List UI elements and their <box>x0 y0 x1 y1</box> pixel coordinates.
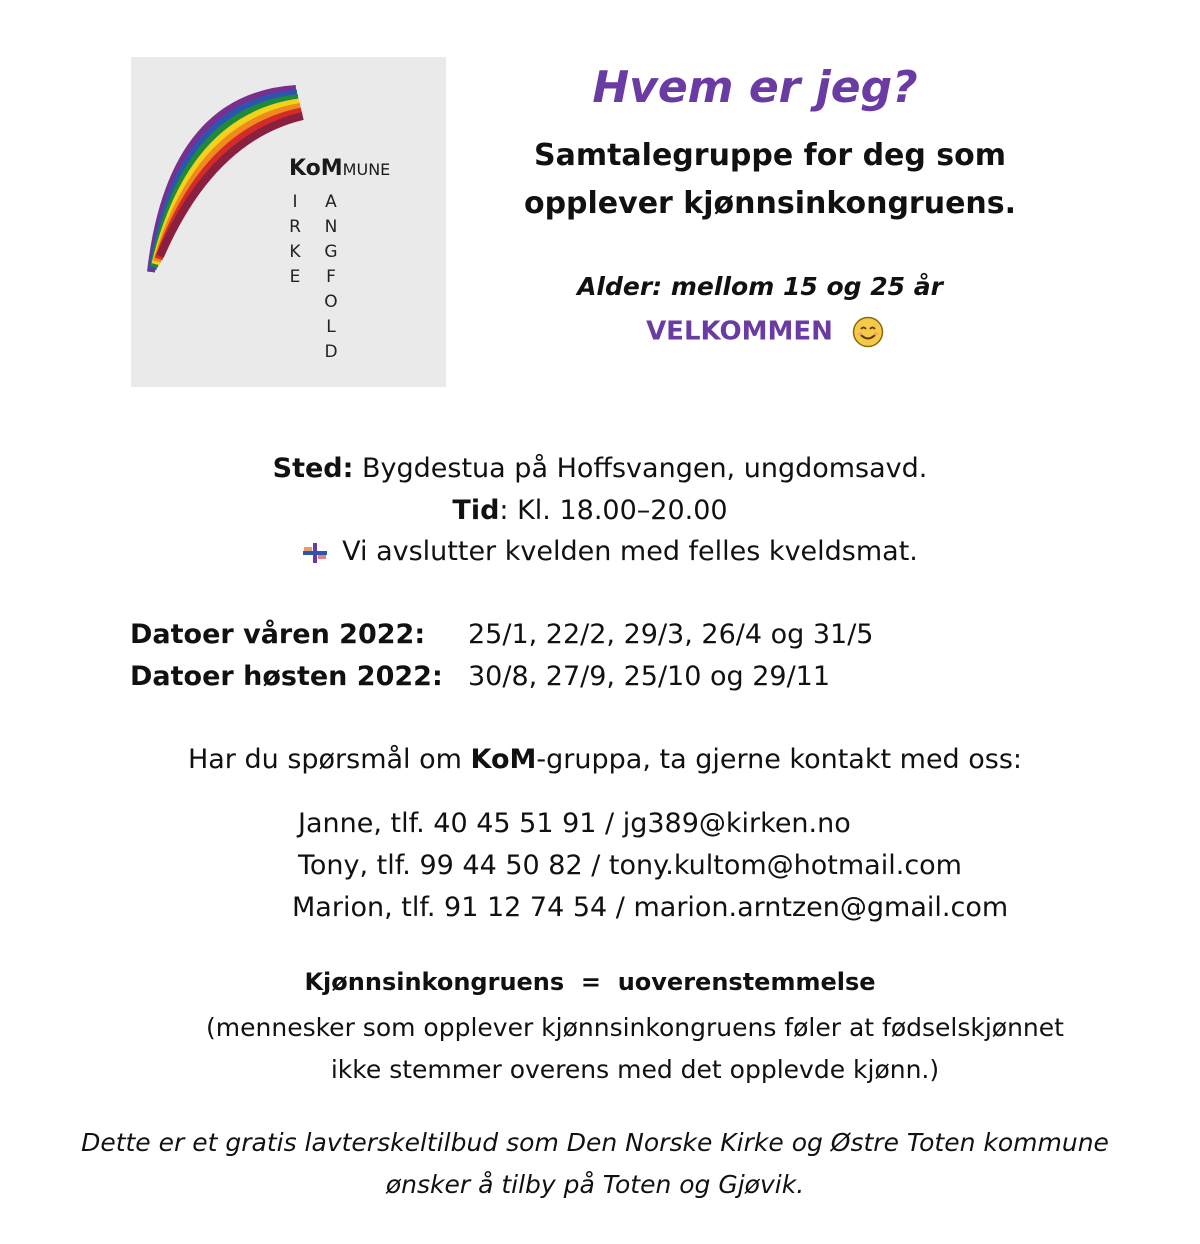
subtitle-line-1: Samtalegruppe for deg som <box>533 138 1007 173</box>
contact-tony: Tony, tlf. 99 44 50 82 / tony.kultom@hotmail.com <box>298 850 962 881</box>
autumn-dates-label: Datoer høsten 2022: <box>130 661 443 692</box>
welcome-text: VELKOMMEN <box>530 316 1000 348</box>
contact-janne: Janne, tlf. 40 45 51 91 / jg389@kirken.no <box>298 808 851 839</box>
contact-question: Har du spørsmål om KoM-gruppa, ta gjerne kontakt med oss: <box>187 744 1023 775</box>
smiley-icon <box>852 316 884 348</box>
spring-dates-values: 25/1, 22/2, 29/3, 26/4 og 31/5 <box>468 619 874 650</box>
kom-logo <box>131 57 446 387</box>
location-label: Sted: <box>272 453 354 484</box>
logo-letter: I <box>292 192 298 212</box>
spring-dates-label: Datoer våren 2022: <box>130 619 426 650</box>
logo-title: KoMMUNE <box>289 156 391 181</box>
logo-letter: R <box>289 217 301 237</box>
logo-kirke-letters <box>285 190 305 290</box>
definition-heading: Kjønnsinkongruens = uoverenstemmelse <box>304 968 876 996</box>
time-line <box>0 490 1180 532</box>
contact-marion: Marion, tlf. 91 12 74 54 / marion.arntzen@gmail.com <box>292 892 1009 923</box>
autumn-dates-row <box>0 656 1200 698</box>
location-value: Bygdestua på Hoffsvangen, ungdomsavd. <box>362 453 928 484</box>
subtitle-line-2: opplever kjønnsinkongruens. <box>523 186 1017 221</box>
meal-line <box>0 531 1200 573</box>
autumn-dates-values: 30/8, 27/9, 25/10 og 29/11 <box>468 661 831 692</box>
footer-line-1: Dette er et gratis lavterskeltilbud som Den Norske Kirke og Østre Toten kommune <box>81 1128 1109 1157</box>
spring-dates-row <box>0 614 1200 656</box>
footer-line-2: ønsker å tilby på Toten og Gjøvik. <box>385 1170 805 1199</box>
logo-letter: E <box>289 267 301 287</box>
logo-letter: N <box>324 217 338 237</box>
footer-note <box>0 1122 1190 1206</box>
time-value: : Kl. 18.00–20.00 <box>499 495 728 526</box>
logo-letter: D <box>324 342 338 362</box>
logo-letter: F <box>326 267 336 287</box>
logo-letter: L <box>326 317 336 337</box>
logo-letter: G <box>324 242 338 262</box>
logo-letter: K <box>289 242 301 262</box>
logo-angfold-letters <box>321 190 341 365</box>
logo-letter: O <box>324 292 338 312</box>
meal-text: Vi avslutter kvelden med felles kveldsmat. <box>342 536 918 567</box>
age-range: Alder: mellom 15 og 25 år <box>577 272 943 301</box>
definition-body <box>0 1007 1200 1091</box>
location-line <box>0 448 1200 490</box>
time-label: Tid <box>452 495 500 526</box>
definition-line-2: ikke stemmer overens med det opplevde kjønn.) <box>330 1055 940 1084</box>
logo-letter: A <box>325 192 337 212</box>
plus-icon <box>302 542 328 564</box>
subtitle <box>510 132 1030 228</box>
definition-line-1: (mennesker som opplever kjønnsinkongruens føler at fødselskjønnet <box>206 1013 1064 1042</box>
page-title: Hvem er jeg? <box>592 62 918 113</box>
